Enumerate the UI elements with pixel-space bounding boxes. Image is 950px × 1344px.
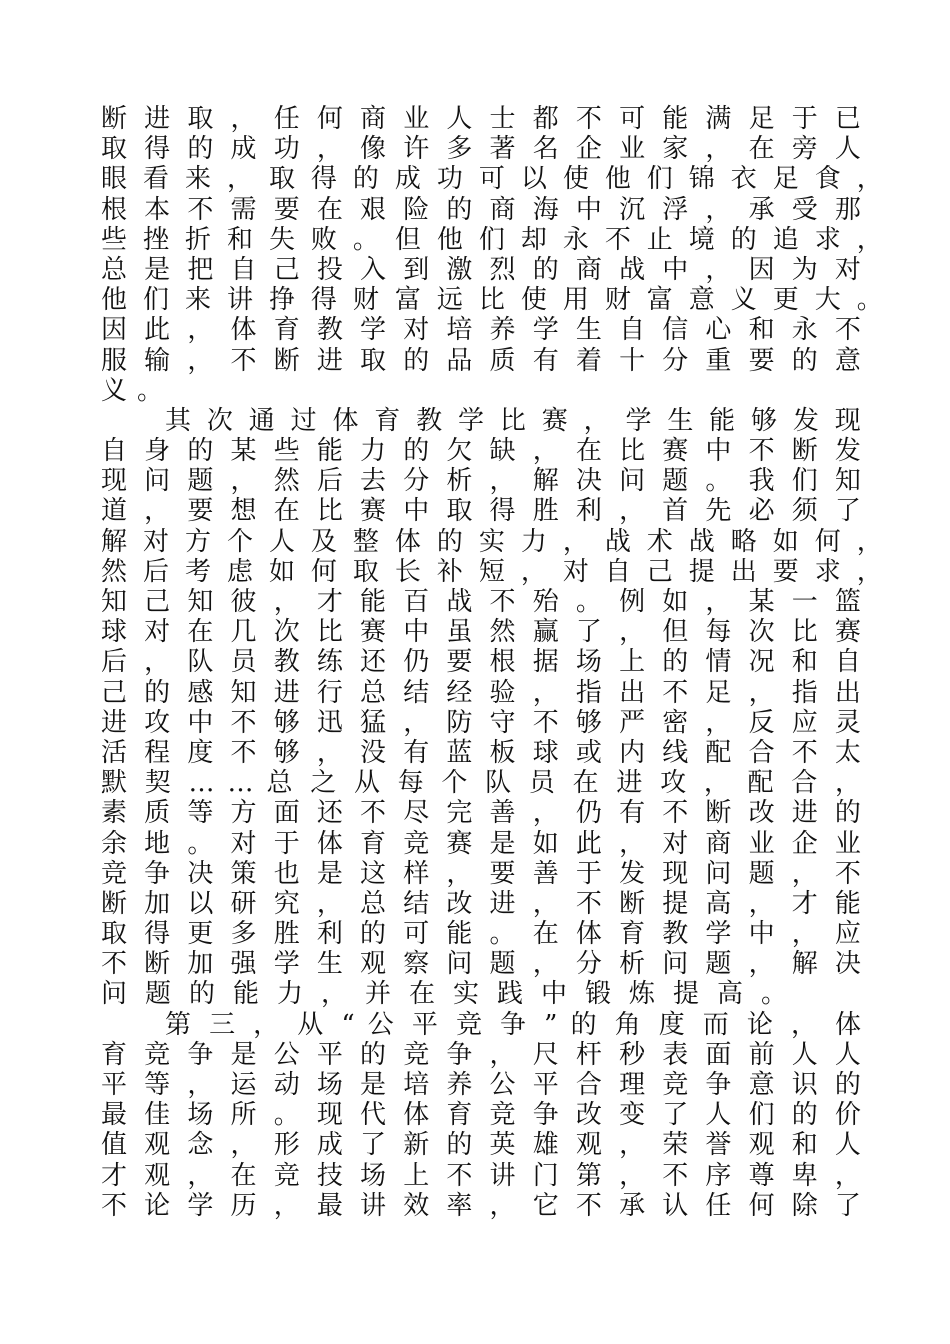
text-line: 才 观 ， 在 竞 技 场 上 不 讲 门 第 ， 不 序 尊 卑 ， bbox=[101, 1160, 861, 1191]
paragraph-first-line: 第 三 ， 从 “ 公 平 竞 争 ” 的 角 度 而 论 ， 体 bbox=[165, 1009, 862, 1040]
text-line: 自 身 的 某 些 能 力 的 欠 缺 ， 在 比 赛 中 不 断 发 bbox=[101, 436, 861, 467]
text-line: 最 佳 场 所 。 现 代 体 育 竞 争 改 变 了 人 们 的 价 bbox=[101, 1100, 861, 1131]
text-line: 解 对 方 个 人 及 整 体 的 实 力 ， 战 术 战 略 如 何 ， bbox=[101, 526, 883, 557]
text-line: 现 问 题 ， 然 后 去 分 析 ， 解 决 问 题 。 我 们 知 bbox=[101, 466, 861, 497]
text-line: 义。 bbox=[101, 375, 174, 406]
text-line: 根 本 不 需 要 在 艰 险 的 商 海 中 沉 浮 ， 承 受 那 bbox=[101, 194, 861, 225]
text-line: 竞 争 决 策 也 是 这 样 ， 要 善 于 发 现 问 题 ， 不 bbox=[101, 858, 861, 889]
text-line: 些 挫 折 和 失 败 。 但 他 们 却 永 不 止 境 的 追 求 ， bbox=[101, 224, 883, 255]
text-line: 取 得 更 多 胜 利 的 可 能 。 在 体 育 教 学 中 ， 应 bbox=[101, 919, 861, 950]
text-line: 进 攻 中 不 够 迅 猛 ， 防 守 不 够 严 密 ， 反 应 灵 bbox=[101, 707, 861, 738]
text-line: 活 程 度 不 够 ， 没 有 蓝 板 球 或 内 线 配 合 不 太 bbox=[101, 737, 861, 768]
text-line: 默 契 … … 总 之 从 每 个 队 员 在 进 攻 ， 配 合 ， bbox=[101, 768, 862, 799]
text-line: 服 输 ， 不 断 进 取 的 品 质 有 着 十 分 重 要 的 意 bbox=[101, 345, 861, 376]
text-line: 问题的能力，并在实践中锻炼提高。 bbox=[101, 979, 806, 1010]
text-line: 取 得 的 成 功 ， 像 许 多 著 名 企 业 家 ， 在 旁 人 bbox=[101, 134, 861, 165]
text-line: 他 们 来 讲 挣 得 财 富 远 比 使 用 财 富 意 义 更 大 。 bbox=[101, 285, 883, 316]
text-line: 值 观 念 ， 形 成 了 新 的 英 雄 观 ， 荣 誉 观 和 人 bbox=[101, 1130, 861, 1161]
paragraph-first-line: 其 次 通 过 体 育 教 学 比 赛 ， 学 生 能 够 发 现 bbox=[165, 405, 861, 436]
text-line: 余 地 。 对 于 体 育 竞 赛 是 如 此 ， 对 商 业 企 业 bbox=[101, 828, 861, 859]
text-line: 后 ， 队 员 教 练 还 仍 要 根 据 场 上 的 情 况 和 自 bbox=[101, 647, 861, 678]
text-line: 然 后 考 虑 如 何 取 长 补 短 ， 对 自 己 提 出 要 求 ， bbox=[101, 556, 883, 587]
text-line: 断 进 取 ， 任 何 商 业 人 士 都 不 可 能 满 足 于 已 bbox=[101, 104, 861, 134]
text-line: 眼 看 来 ， 取 得 的 成 功 可 以 使 他 们 锦 衣 足 食 ， bbox=[101, 164, 883, 195]
text-line: 球 对 在 几 次 比 赛 中 虽 然 赢 了 ， 但 每 次 比 赛 bbox=[101, 617, 861, 648]
text-line: 总 是 把 自 己 投 入 到 激 烈 的 商 战 中 ， 因 为 对 bbox=[101, 254, 861, 285]
text-line: 知 己 知 彼 ， 才 能 百 战 不 殆 。 例 如 ， 某 一 篮 bbox=[101, 587, 861, 617]
text-line: 育 竞 争 是 公 平 的 竞 争 ， 尺 杆 秒 表 面 前 人 人 bbox=[101, 1039, 861, 1070]
text-line: 不 断 加 强 学 生 观 察 问 题 ， 分 析 问 题 ， 解 决 bbox=[101, 949, 861, 980]
text-line: 己 的 感 知 进 行 总 结 经 验 ， 指 出 不 足 ， 指 出 bbox=[101, 677, 861, 708]
text-line: 素 质 等 方 面 还 不 尽 完 善 ， 仍 有 不 断 改 进 的 bbox=[101, 798, 861, 829]
body-text bbox=[101, 104, 883, 1221]
text-line: 因 此 ， 体 育 教 学 对 培 养 学 生 自 信 心 和 永 不 bbox=[101, 315, 861, 346]
text-line: 平 等 ， 运 动 场 是 培 养 公 平 合 理 竞 争 意 识 的 bbox=[101, 1070, 861, 1100]
text-line: 不 论 学 历 ， 最 讲 效 率 ， 它 不 承 认 任 何 除 了 bbox=[101, 1190, 861, 1221]
text-line: 道 ， 要 想 在 比 赛 中 取 得 胜 利 ， 首 先 必 须 了 bbox=[101, 496, 861, 527]
text-line: 断 加 以 研 究 ， 总 结 改 进 ， 不 断 提 高 ， 才 能 bbox=[101, 888, 861, 919]
